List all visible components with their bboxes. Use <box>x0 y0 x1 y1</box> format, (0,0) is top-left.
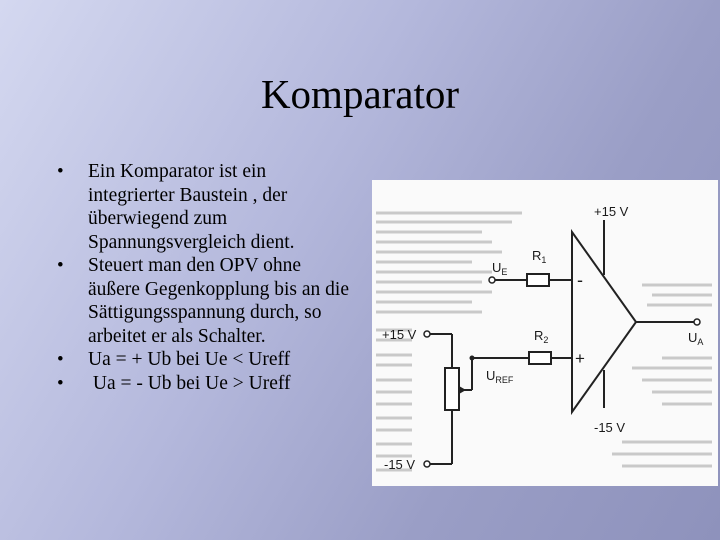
comparator-circuit-image <box>372 180 718 486</box>
bullet-item: • Ein Komparator ist ein integrierter Baustein , der überwiegend zum Spannungsvergleich dient. <box>55 160 355 254</box>
resistor1-label: $R_1$ <box>532 248 547 265</box>
inverting-input-sign: - <box>577 270 583 290</box>
input-voltage-label: $U_E$ <box>492 260 508 277</box>
circuit-wires <box>427 220 697 464</box>
output-terminal <box>694 319 700 325</box>
bullet-item: • Ua = + Ub bei Ue < Ureff <box>55 348 355 372</box>
bullet-list <box>55 160 355 395</box>
resistor-r2 <box>529 352 551 364</box>
slide-title: Komparator <box>260 71 460 117</box>
bullet-item: • Steuert man den OPV ohne äußere Gegenkopplung bis an die Sättigungsspannung durch, so arbeitet er als Schalter. <box>55 254 355 348</box>
potentiometer-wiper-icon <box>459 386 466 394</box>
junction-dot <box>470 356 475 361</box>
comparator-schematic <box>372 180 718 486</box>
ref-pos-label: +15 V <box>382 327 417 342</box>
ref-neg-terminal <box>424 461 430 467</box>
potentiometer <box>445 368 459 410</box>
bullet-item: • Ua = - Ub bei Ue > Ureff <box>55 372 355 396</box>
ref-pos-terminal <box>424 331 430 337</box>
ref-neg-label: -15 V <box>384 457 416 472</box>
input-terminal <box>489 277 495 283</box>
resistor2-label: $R_2$ <box>534 328 549 345</box>
noninverting-input-sign: + <box>575 349 585 368</box>
supply-neg-label: -15 V <box>594 420 626 435</box>
output-voltage-label: $U_A$ <box>688 330 704 347</box>
resistor-r1 <box>527 274 549 286</box>
supply-pos-label: +15 V <box>594 204 629 219</box>
ref-voltage-label: $U_{REF}$ <box>486 368 514 385</box>
